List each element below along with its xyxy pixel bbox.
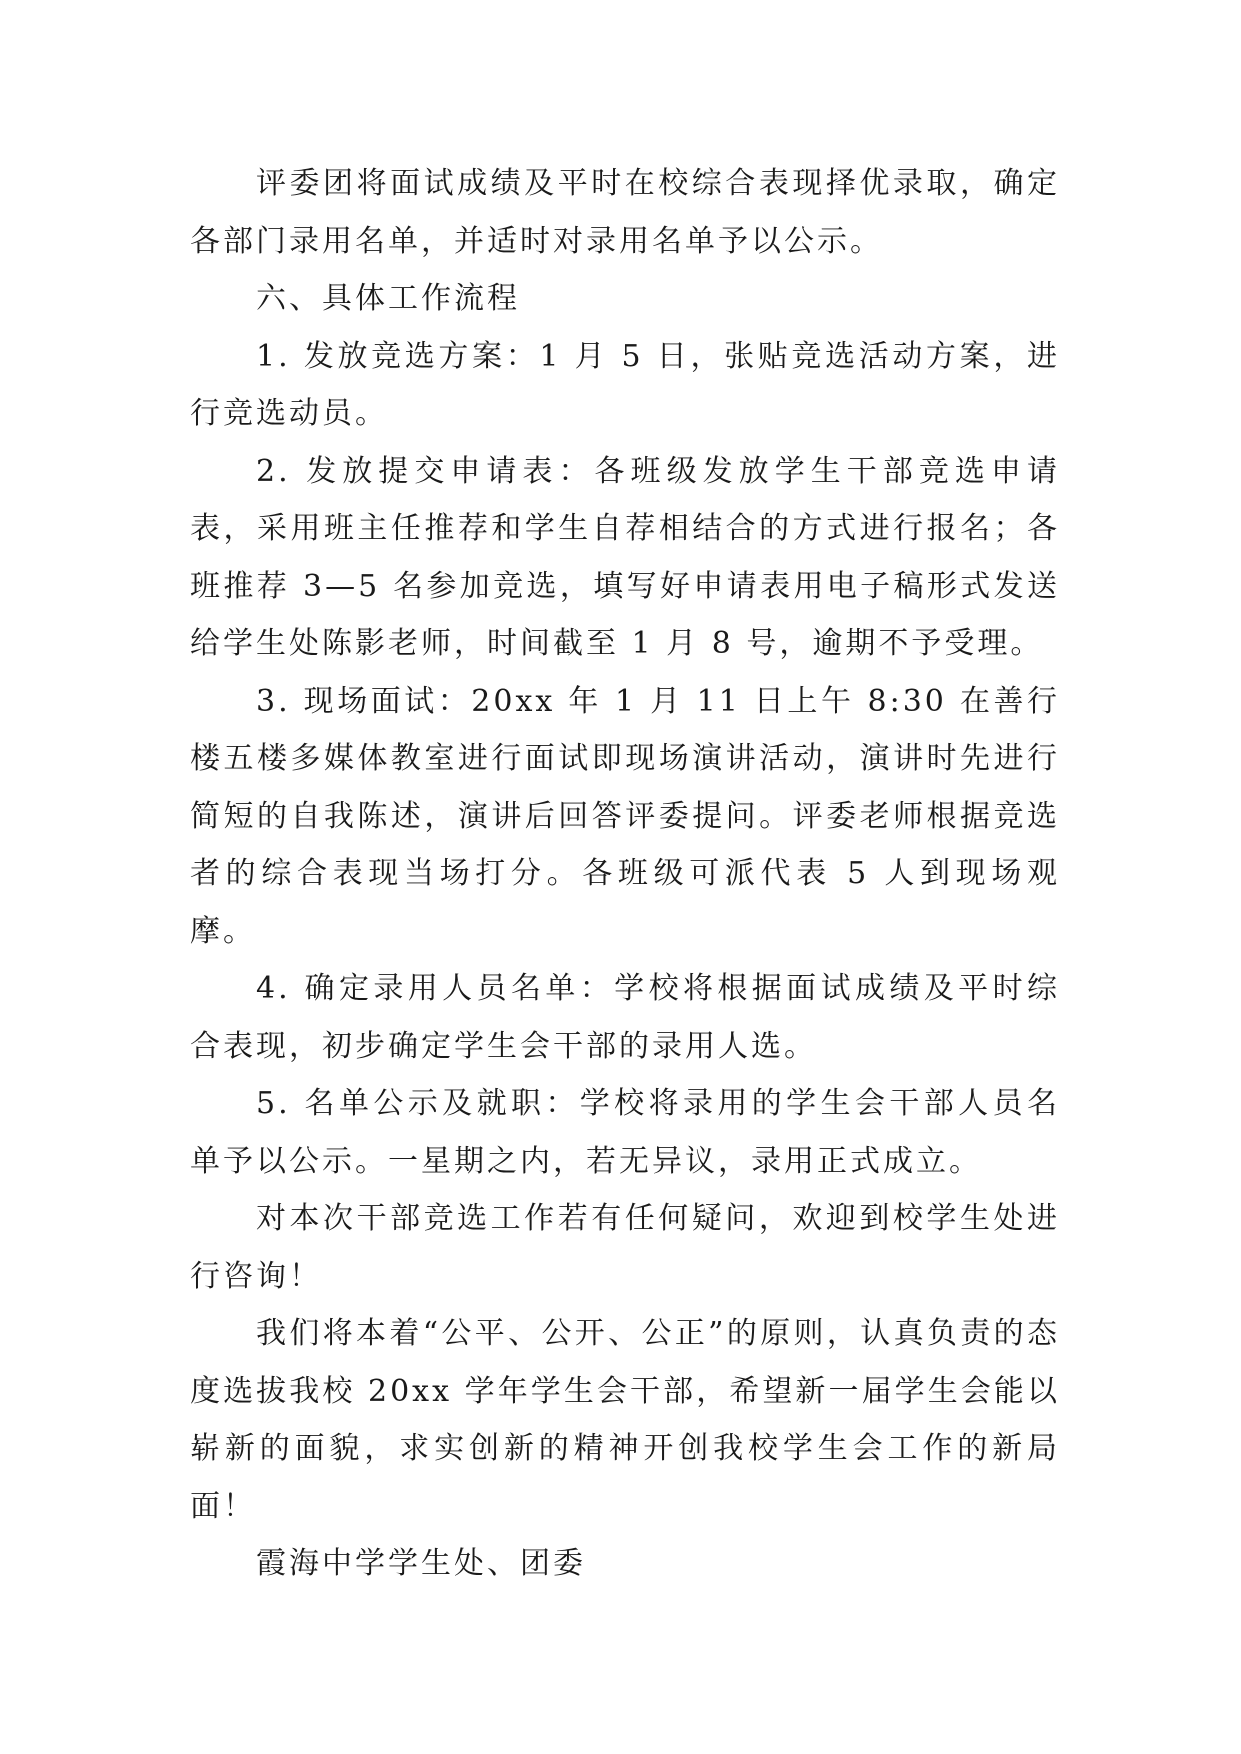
- document-body: [190, 155, 1060, 1593]
- inquiry-paragraph: 对本次干部竞选工作若有任何疑问，欢迎到校学生处进行咨询！: [190, 1201, 1060, 1294]
- paragraph-selection-criteria: 评委团将面试成绩及平时在校综合表现择优录取，确定各部门录用名单，并适时对录用名单予以公示。: [190, 166, 1060, 259]
- step-3-paragraph: 3. 现场面试：20xx 年 1 月 11 日上午 8:30 在善行楼五楼多媒体教室进行面试即现场演讲活动，演讲时先进行简短的自我陈述，演讲后回答评委提问。评委老师根据竞选者的综合表现当场打分。各班级可派代表 5 人到现场观摩。: [190, 683, 1060, 949]
- step-1-paragraph: 1. 发放竞选方案：1 月 5 日，张贴竞选活动方案，进行竞选动员。: [190, 338, 1060, 431]
- section-heading-workflow: 六、具体工作流程: [256, 281, 520, 316]
- step-5-paragraph: 5. 名单公示及就职：学校将录用的学生会干部人员名单予以公示。一星期之内，若无异议，录用正式成立。: [190, 1086, 1060, 1179]
- step-4-paragraph: 4. 确定录用人员名单：学校将根据面试成绩及平时综合表现，初步确定学生会干部的录用人选。: [190, 971, 1060, 1064]
- step-2-paragraph: 2. 发放提交申请表：各班级发放学生干部竞选申请表，采用班主任推荐和学生自荐相结合的方式进行报名；各班推荐 3—5 名参加竞选，填写好申请表用电子稿形式发送给学生处陈影老师，时间截至 1 月 8 号，逾期不予受理。: [190, 453, 1060, 661]
- closing-paragraph: 我们将本着“公平、公开、公正”的原则，认真负责的态度选拔我校 20xx 学年学生会干部，希望新一届学生会能以崭新的面貌，求实创新的精神开创我校学生会工作的新局面！: [190, 1316, 1060, 1524]
- signature-line: 霞海中学学生处、团委: [256, 1546, 586, 1581]
